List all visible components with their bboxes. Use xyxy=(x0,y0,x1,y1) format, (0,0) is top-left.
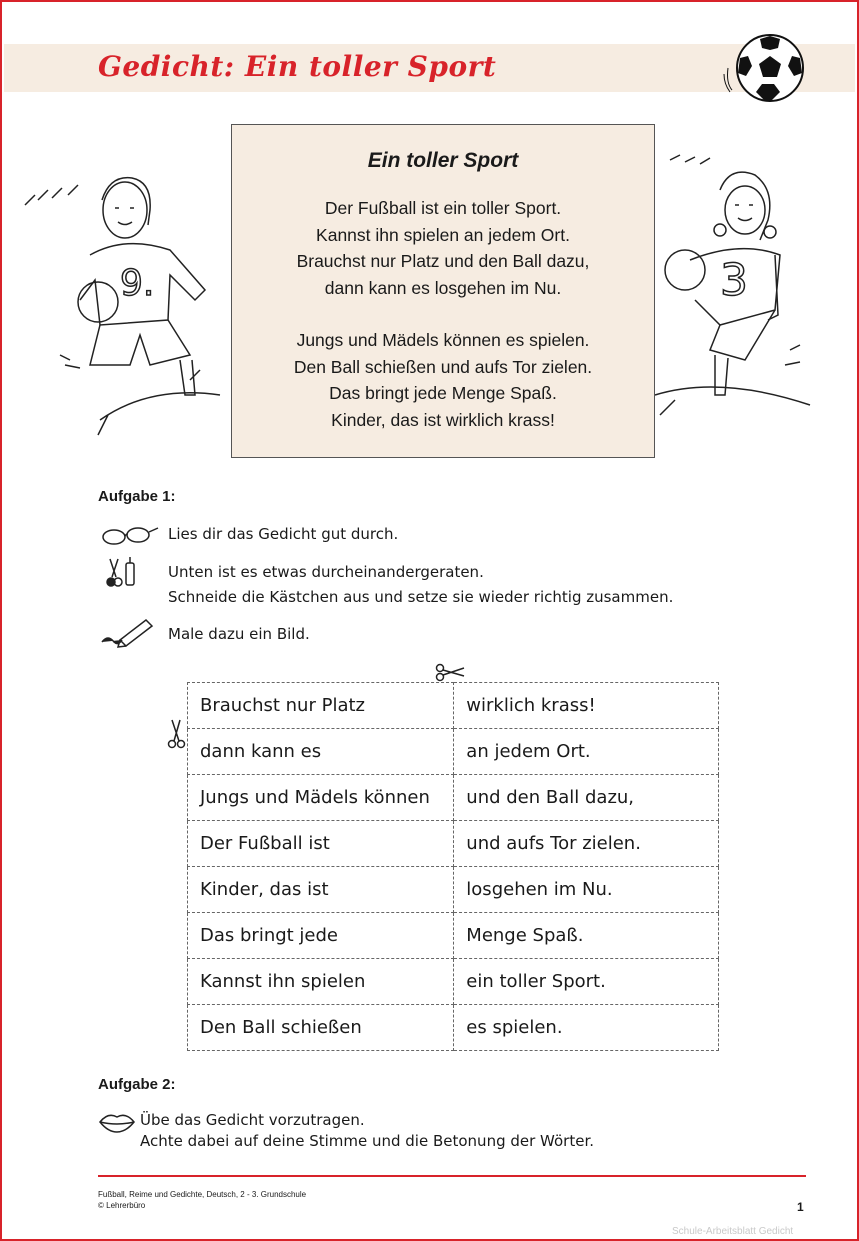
table-row xyxy=(188,867,719,913)
boy-player-illustration xyxy=(20,170,240,450)
task2-heading: Aufgabe 2: xyxy=(98,1076,176,1093)
poem-line: Brauchst nur Platz und den Ball dazu, xyxy=(296,251,590,271)
task1-cut-line2: Schneide die Kästchen aus und setze sie wieder richtig zusammen. xyxy=(168,588,674,606)
cutout-cell-right: ein toller Sport. xyxy=(454,959,719,1005)
poem-stanza-2 xyxy=(232,327,654,433)
poem-stanza-1 xyxy=(232,195,654,301)
footer-line2: © Lehrerbüro xyxy=(98,1201,146,1210)
poem-line: Das bringt jede Menge Spaß. xyxy=(329,383,557,403)
watermark: Schule-Arbeitsblatt Gedicht xyxy=(672,1226,794,1237)
footer-divider xyxy=(98,1175,806,1177)
page-number: 1 xyxy=(797,1200,804,1214)
pencil-drawing-icon xyxy=(100,616,156,648)
svg-text:9.: 9. xyxy=(120,263,155,304)
cutout-cell-right: und den Ball dazu, xyxy=(454,775,719,821)
page-title: Gedicht: Ein toller Sport xyxy=(98,50,497,83)
table-row xyxy=(188,821,719,867)
svg-text:3: 3 xyxy=(720,255,748,306)
scissors-icon xyxy=(434,662,466,682)
cutout-cell-left: Kannst ihn spielen xyxy=(188,959,454,1005)
glasses-icon xyxy=(100,522,160,548)
poem-line: dann kann es losgehen im Nu. xyxy=(324,277,562,298)
cutout-cell-left: Jungs und Mädels können xyxy=(188,775,454,821)
cutout-cell-right: es spielen. xyxy=(454,1005,719,1051)
task1-cut-text xyxy=(168,560,673,610)
poem-line: Kinder, das ist wirklich krass! xyxy=(331,409,555,430)
cutout-cell-left: Der Fußball ist xyxy=(188,821,454,867)
poem-title: Ein toller Sport xyxy=(367,149,519,172)
task2-line2: Achte dabei auf deine Stimme und die Betonung der Wörter. xyxy=(140,1132,595,1150)
cutout-cell-right: Menge Spaß. xyxy=(454,913,719,959)
girl-player-illustration xyxy=(650,150,820,450)
scissors-glue-icon xyxy=(104,555,140,591)
task1-cut-line1: Unten ist es etwas durcheinandergeraten. xyxy=(168,563,484,581)
task2-text xyxy=(140,1110,594,1152)
table-row xyxy=(188,1005,719,1051)
footer-credits xyxy=(98,1189,306,1211)
scissors-icon xyxy=(166,718,186,750)
cutout-cell-left: Den Ball schießen xyxy=(188,1005,454,1051)
task1-read-text: Lies dir das Gedicht gut durch. xyxy=(168,525,399,543)
cutout-cell-left: Das bringt jede xyxy=(188,913,454,959)
table-row xyxy=(188,729,719,775)
cutout-cell-left: Kinder, das ist xyxy=(188,867,454,913)
poem-line: Den Ball schießen und aufs Tor zielen. xyxy=(293,356,593,377)
cutout-cell-left: Brauchst nur Platz xyxy=(188,683,454,729)
poem-line: Der Fußball ist ein toller Sport. xyxy=(324,198,562,218)
cutout-table xyxy=(187,682,719,1051)
task2-line1: Übe das Gedicht vorzutragen. xyxy=(140,1111,365,1129)
lips-icon xyxy=(98,1110,136,1134)
poem-line: Jungs und Mädels können es spielen. xyxy=(296,330,590,350)
cutout-cell-right: an jedem Ort. xyxy=(454,729,719,775)
cutout-cell-right: losgehen im Nu. xyxy=(454,867,719,913)
poem-line: Kannst ihn spielen an jedem Ort. xyxy=(316,224,570,245)
poem-box xyxy=(231,124,655,458)
task1-draw-text: Male dazu ein Bild. xyxy=(168,625,310,643)
table-row xyxy=(188,775,719,821)
cutout-cell-right: wirklich krass! xyxy=(454,683,719,729)
soccer-ball-icon xyxy=(722,28,812,108)
cutout-cell-left: dann kann es xyxy=(188,729,454,775)
table-row xyxy=(188,683,719,729)
table-row xyxy=(188,913,719,959)
cutout-cell-right: und aufs Tor zielen. xyxy=(454,821,719,867)
table-row xyxy=(188,959,719,1005)
task1-heading: Aufgabe 1: xyxy=(98,488,176,505)
footer-line1: Fußball, Reime und Gedichte, Deutsch, 2 - 3. Grundschule xyxy=(98,1190,307,1199)
